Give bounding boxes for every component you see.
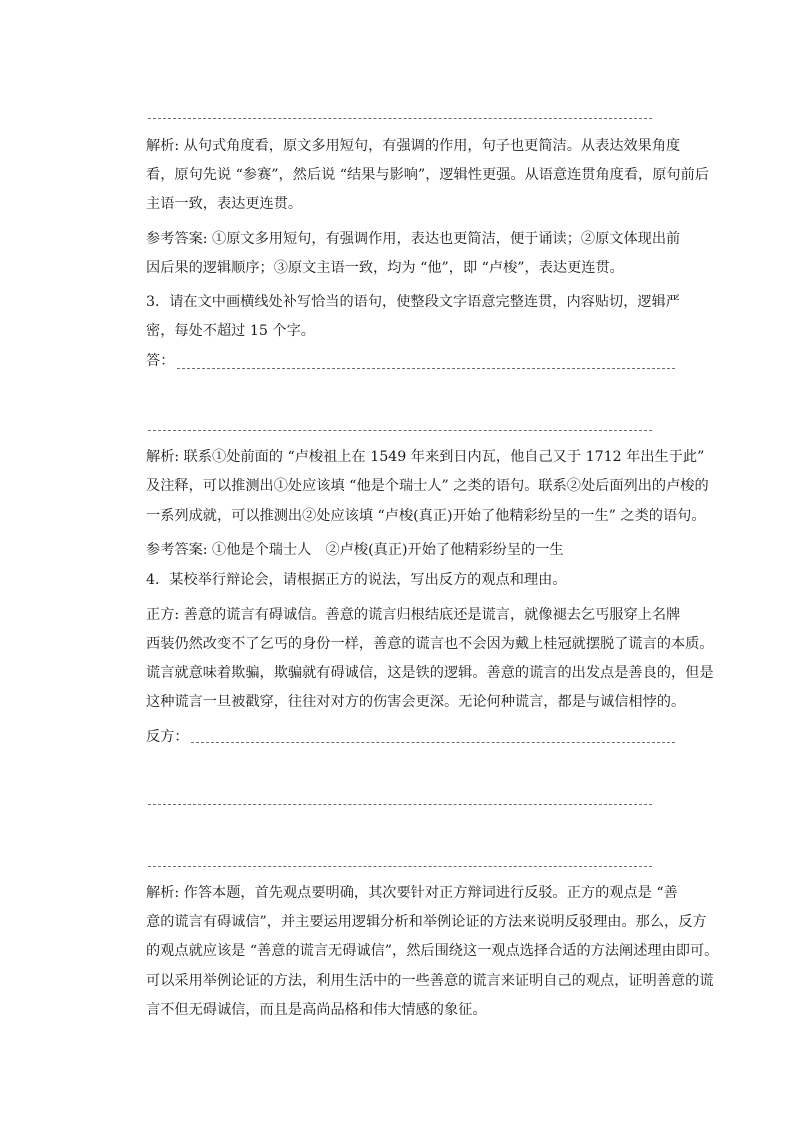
answer-blank-line[interactable]	[148, 118, 652, 119]
reference-answer-line: 因后果的逻辑顺序；③原文主语一致，均为 “他”，即 “卢梭”，表达更连贯。	[146, 260, 624, 276]
zhengfang-line: 这种谎言一旦被戳穿，往往对对方的伤害会更深。无论何种谎言，都是与诚信相悖的。	[146, 694, 686, 710]
zhengfang-line: 谎言就意味着欺骗，欺骗就有碍诚信，这是铁的逻辑。善意的谎言的出发点是善良的，但是	[146, 665, 714, 681]
answer-prompt-label: 答：	[146, 353, 175, 369]
reference-answer-line: 参考答案: ①他是个瑞士人 ②卢梭(真正)开始了他精彩纷呈的一生	[146, 542, 564, 558]
analysis-line: 意的谎言有碍诚信”，并主要运用逻辑分析和举例论证的方法来说明反驳理由。那么，反方	[146, 914, 707, 930]
analysis-line: 主语一致，表达更连贯。	[146, 196, 303, 212]
question-4-line: 4．某校举行辩论会，请根据正方的说法，写出反方的观点和理由。	[146, 572, 567, 588]
zhengfang-line: 正方: 善意的谎言有碍诚信。善意的谎言归根结底还是谎言，就像褪去乞丐服穿上名牌	[146, 607, 681, 623]
analysis-line: 解析: 作答本题，首先观点要明确，其次要针对正方辩词进行反驳。正方的观点是 “善	[146, 885, 678, 901]
analysis-line: 一系列成就，可以推测出②处应该填 “卢梭(真正)开始了他精彩纷呈的一生” 之类的语句。	[146, 508, 706, 524]
reference-answer-line: 参考答案: ①原文多用短句，有强调作用，表达也更简洁，便于诵读；②原文体现出前	[146, 231, 681, 247]
analysis-line: 可以采用举例论证的方法，利用生活中的一些善意的谎言来证明自己的观点，证明善意的谎	[146, 973, 714, 989]
fanfang-prompt-label: 反方：	[146, 729, 189, 745]
analysis-line: 解析: 从句式角度看，原文多用短句，有强调的作用，句子也更简洁。从表达效果角度	[146, 138, 681, 154]
question-3-line: 密，每处不超过 15 个字。	[146, 323, 315, 339]
analysis-line: 言不但无碍诚信，而且是高尚品格和伟大情感的象征。	[146, 1002, 487, 1018]
zhengfang-line: 西装仍然改变不了乞丐的身份一样，善意的谎言也不会因为戴上桂冠就摆脱了谎言的本质。	[146, 636, 714, 652]
answer-blank-line[interactable]	[148, 866, 652, 867]
answer-blank-line[interactable]	[191, 742, 675, 743]
analysis-line: 解析: 联系①处前面的 “卢梭祖上在 1549 年来到日内瓦，他自己又于 1712 年出生于此”	[146, 449, 705, 465]
analysis-line: 看，原句先说 “参赛”，然后说 “结果与影响”，逻辑性更强。从语意连贯角度看，原句前后	[146, 167, 709, 183]
analysis-line: 及注释，可以推测出①处应该填 “他是个瑞士人” 之类的语句。联系②处后面列出的卢梭的	[146, 478, 709, 494]
analysis-line: 的观点就应该是 “善意的谎言无碍诚信”，然后围绕这一观点选择合适的方法阐述理由即可。	[146, 943, 719, 959]
answer-blank-line[interactable]	[148, 804, 652, 805]
answer-blank-line[interactable]	[177, 368, 675, 369]
answer-blank-line[interactable]	[148, 430, 652, 431]
question-3-line: 3．请在文中画横线处补写恰当的语句，使整段文字语意完整连贯，内容贴切，逻辑严	[146, 294, 680, 310]
